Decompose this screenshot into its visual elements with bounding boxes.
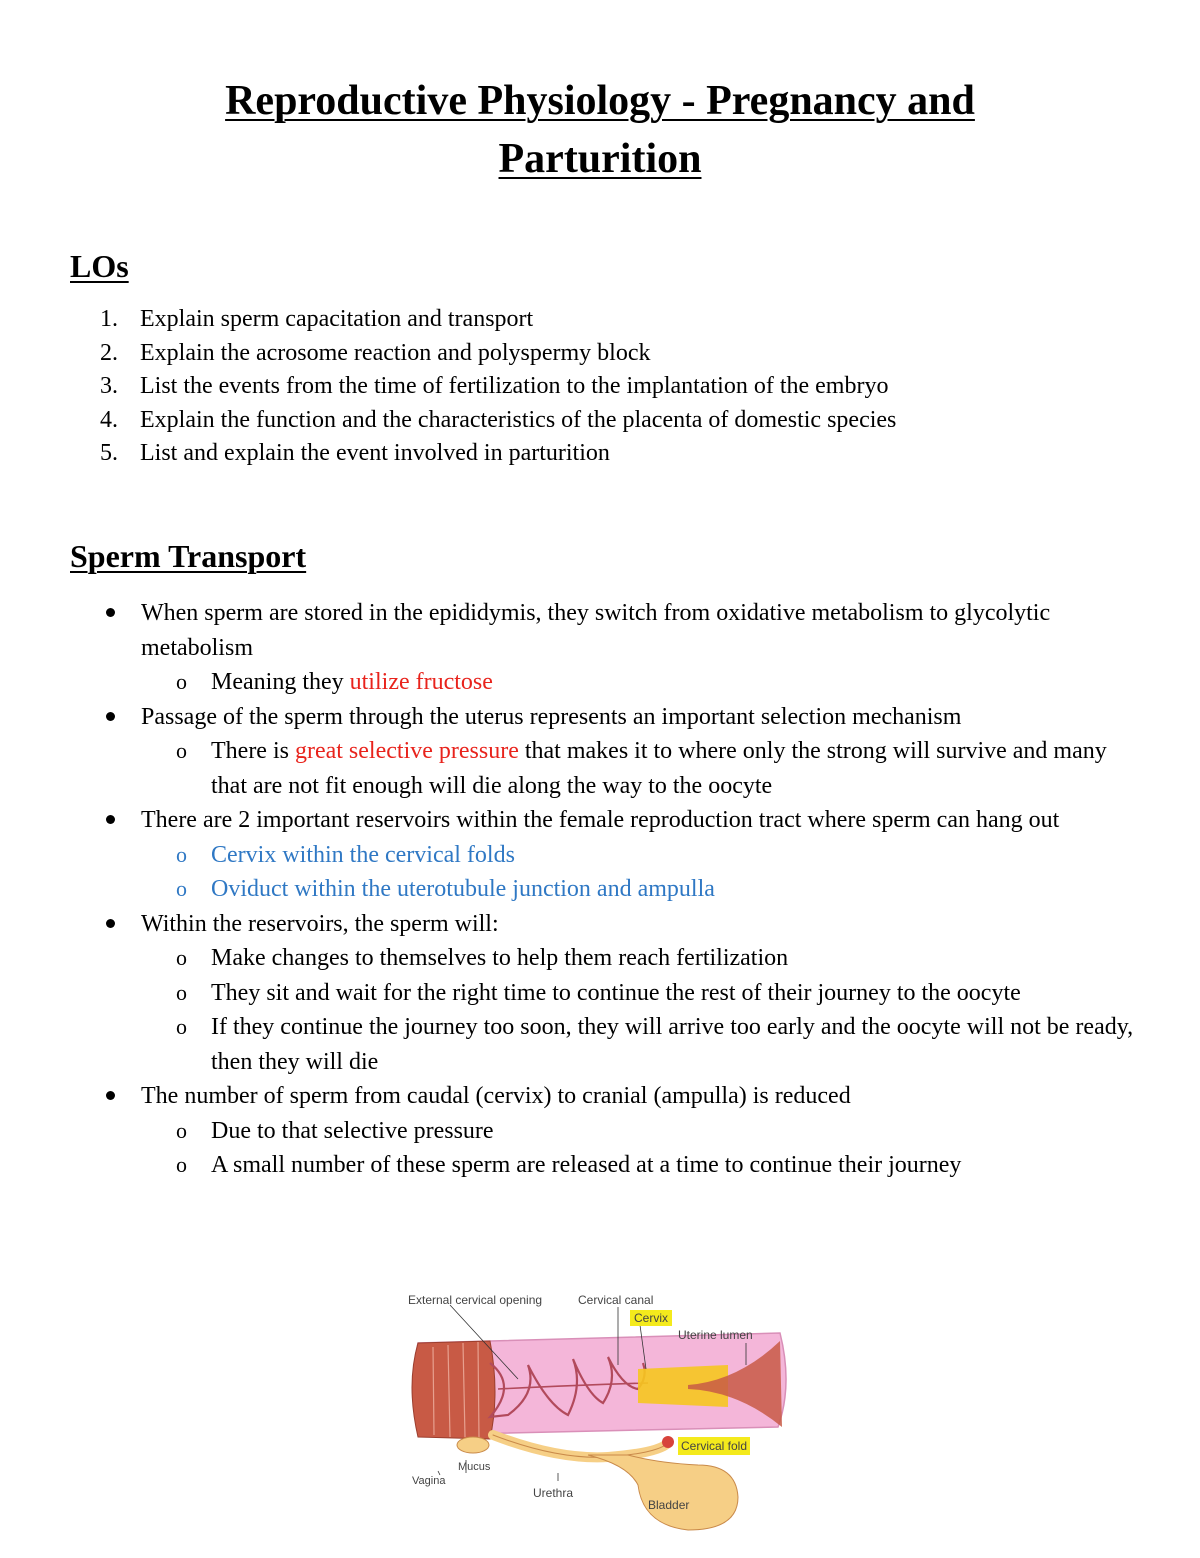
text: There is: [211, 738, 295, 764]
item-text: List and explain the event involved in parturition: [140, 440, 610, 467]
mucus: [457, 1437, 489, 1453]
bullet-item: There are 2 important reservoirs within the female reproduction tract where sperm can hang out: [100, 803, 1140, 838]
list-item: [100, 340, 896, 374]
list-item: [100, 373, 896, 407]
title-line-2: Parturition: [498, 136, 702, 182]
cervix-diagram: [398, 1285, 828, 1553]
label-cervix: Cervix: [634, 1311, 669, 1325]
bullet-item: Within the reservoirs, the sperm will:: [100, 907, 1140, 942]
highlight-red: great selective pressure: [294, 738, 519, 764]
sperm-transport-notes: [100, 596, 1140, 1183]
los-heading: LOs: [70, 248, 129, 284]
item-text: Explain sperm capacitation and transport: [140, 306, 534, 332]
text: that makes it to where only the strong will survive and many that are not fit enough will die along the way to the oocyte: [211, 738, 1107, 799]
label-cervical-canal: Cervical canal: [578, 1293, 654, 1307]
item-number: 5.: [100, 440, 118, 467]
text: Meaning they: [211, 669, 350, 695]
item-text: Explain the acrosome reaction and polyspermy block: [140, 339, 651, 366]
sub-bullet-item: o Cervix within the cervical folds: [100, 838, 1140, 873]
title-line-1: Reproductive Physiology - Pregnancy and: [225, 78, 975, 124]
vagina-muscle: [412, 1341, 495, 1439]
sub-bullet-item: [100, 734, 1140, 803]
sub-bullet-item: o Due to that selective pressure: [100, 1114, 1140, 1149]
sub-bullet-item: o Oviduct within the uterotubule junction and ampulla: [100, 872, 1140, 907]
label-uterine-lumen: Uterine lumen: [678, 1328, 753, 1342]
item-text: List the events from the time of fertilization to the implantation of the embryo: [140, 373, 889, 400]
bullet-item: When sperm are stored in the epididymis, they switch from oxidative metabolism to glycolytic metabolism: [100, 596, 1140, 665]
label-cervical-fold: Cervical fold: [681, 1439, 748, 1453]
bullet-item: The number of sperm from caudal (cervix) to cranial (ampulla) is reduced: [100, 1079, 1140, 1114]
list-item: [100, 440, 896, 474]
cervix-diagram-svg: [398, 1285, 828, 1553]
sperm-transport-heading: Sperm Transport: [70, 538, 307, 574]
item-number: 1.: [100, 306, 118, 332]
item-number: 4.: [100, 406, 118, 433]
list-item: [100, 407, 896, 441]
item-text: Explain the function and the characteristics of the placenta of domestic species: [140, 406, 897, 433]
sub-bullet-item: o A small number of these sperm are released at a time to continue their journey: [100, 1148, 1140, 1183]
sub-bullet-item: o Make changes to themselves to help them reach fertilization: [100, 941, 1140, 976]
sub-bullet-item: o They sit and wait for the right time to continue the rest of their journey to the oocyte: [100, 976, 1140, 1011]
highlight-red: utilize fructose: [349, 669, 493, 695]
list-item: [100, 306, 896, 340]
sub-bullet-item: o If they continue the journey too soon, they will arrive too early and the oocyte will not be ready, then they will die: [100, 1010, 1140, 1079]
label-vagina: Vagina: [412, 1475, 446, 1487]
bullet-item: Passage of the sperm through the uterus represents an important selection mechanism: [100, 700, 1140, 735]
label-mucus: Mucus: [458, 1461, 491, 1473]
item-number: 2.: [100, 339, 118, 366]
label-urethra: Urethra: [533, 1486, 574, 1500]
page-title: [100, 72, 1100, 188]
label-bladder: Bladder: [648, 1498, 690, 1512]
urethra-opening: [662, 1436, 674, 1448]
learning-objectives-list: [100, 306, 896, 474]
item-number: 3.: [100, 373, 118, 400]
label-external-cervical-opening: External cervical opening: [408, 1293, 543, 1307]
bladder: [588, 1455, 738, 1530]
sub-bullet-item: [100, 665, 1140, 700]
urethra: [493, 1435, 668, 1457]
